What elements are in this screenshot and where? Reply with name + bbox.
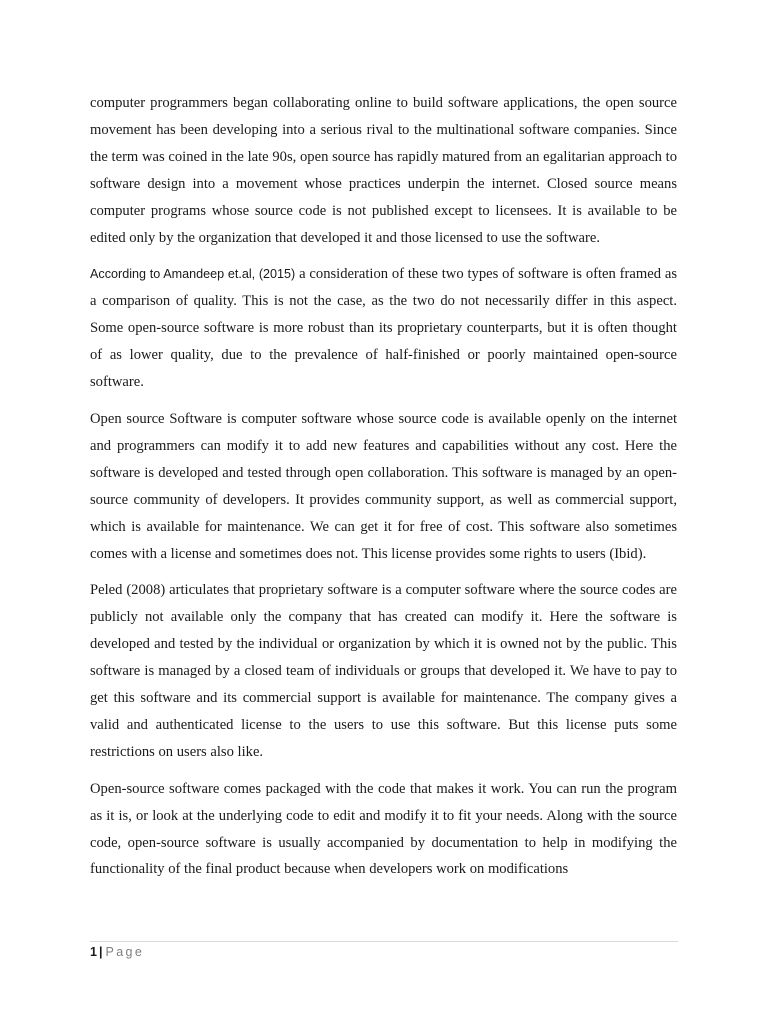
paragraph-5-text: Open-source software comes packaged with the code that makes it work. You can run the program as it is, or look at the underlying code to edit and modify it to fit your needs. Along with the source code, open-source software is usually accompanied by documentation to help in modifying the functionality of the final product because when developers work on modifications (90, 780, 677, 878)
paragraph-5 (90, 776, 677, 884)
page-label: Page (105, 945, 145, 959)
paragraph-3 (90, 406, 677, 567)
paragraph-1 (90, 90, 677, 251)
footer-divider (90, 941, 678, 942)
paragraph-2-text: a consideration of these two types of software is often framed as a comparison of quality. This is not the case, as the two do not necessarily differ in this aspect. Some open-source software is more robust than its proprietary counterparts, but it is often thought of as lower quality, due to the prevalence of half-finished or poorly maintained open-source software. (90, 266, 677, 391)
page-footer (90, 944, 144, 960)
paragraph-2-lead: According to Amandeep et.al, (2015) (90, 267, 296, 282)
body-text (90, 90, 677, 893)
paragraph-4-text: Peled (2008) articulates that proprietary software is a computer software where the source codes are publicly not available only the company that has created can modify it. Here the software is developed and tested by the individual or organization by which it is owned not by the public. This software is managed by a closed team of individuals or groups that developed it. We have to pay to get this software and its commercial support is available for maintenance. The company gives a valid and authenticated license to the users to use this software. But this license puts some restrictions on users also like. (90, 582, 677, 760)
paragraph-1-text: computer programmers began collaborating online to build software applications, the open source movement has been developing into a serious rival to the multinational software companies. Since the term was coined in the late 90s, open source has rapidly matured from an egalitarian approach to software design into a movement whose practices underpin the internet. Closed source means computer programs whose source code is not published except to licensees. It is available to be edited only by the organization that developed it and those licensed to use the software. (90, 95, 677, 246)
page-separator: | (98, 945, 103, 959)
paragraph-2 (90, 261, 677, 396)
paragraph-3-text: Open source Software is computer software whose source code is available openly on the internet and programmers can modify it to add new features and capabilities without any cost. Here the software is developed and tested through open collaboration. This software is managed by an open-source community of developers. It provides community support, as well as commercial support, which is available for maintenance. We can get it for free of cost. This software also sometimes comes with a license and sometimes does not. This license provides some rights to users (Ibid). (90, 410, 677, 562)
paragraph-4 (90, 577, 677, 765)
page-number: 1 (90, 945, 97, 959)
